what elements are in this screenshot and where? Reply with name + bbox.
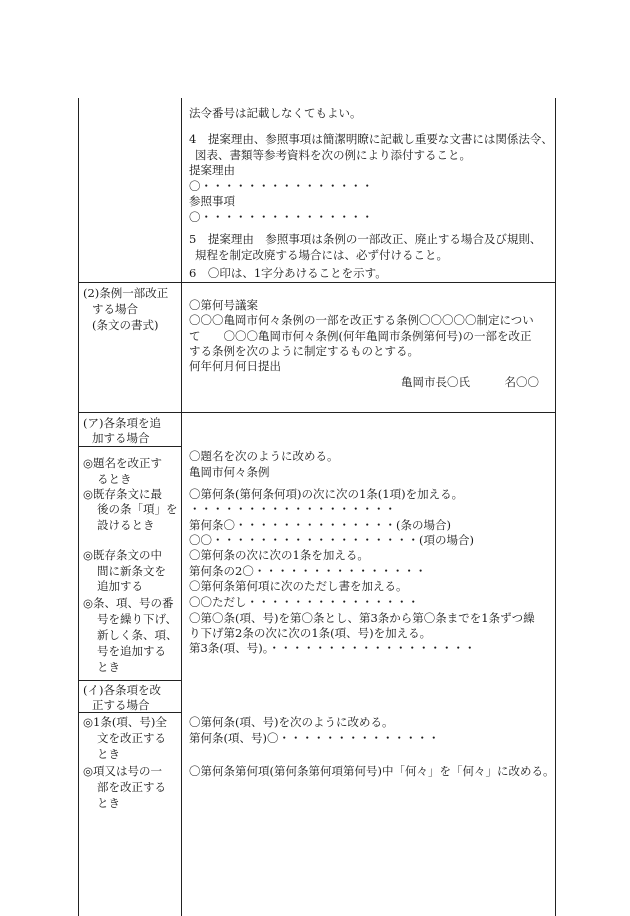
- sectionI-case1-line3: とき: [97, 747, 120, 761]
- table-left-border: [78, 98, 79, 916]
- bill-title-line2: て 〇〇〇亀岡市何々条例(何年亀岡市条例第何号)の一部を改正: [189, 329, 532, 343]
- sectionA-example-line2: 亀岡市何々条例: [189, 465, 270, 479]
- sectionA-case1-line2: るとき: [97, 472, 132, 486]
- sectionA-case4-line2: 号を繰り下げ、: [97, 612, 178, 626]
- note-item4-line1: 4 提案理由、参照事項は簡潔明瞭に記載し重要な文書には関係法令、: [189, 132, 553, 146]
- sectionA-example-line5: 第何条〇・・・・・・・・・・・・・・(条の場合): [189, 518, 451, 532]
- sectionI-case2-line1: ◎項又は号の一: [83, 764, 163, 778]
- sectionA-example-line3: 〇第何条(第何条何項)の次に次の1条(1項)を加える。: [189, 487, 464, 501]
- sectionA-case2-line1: ◎既存条文に最: [83, 487, 163, 501]
- sectionA-example-line4: ・・・・・・・・・・・・・・・・・・: [189, 502, 396, 516]
- note-item6: 6 〇印は、1字分あけることを示す。: [189, 266, 387, 280]
- sectionA-example-line1: 〇題名を次のように改める。: [189, 449, 339, 463]
- sectionA-case4-line1: ◎条、項、号の番: [83, 596, 174, 610]
- sectionA-case2-line3: 設けるとき: [97, 518, 155, 532]
- sectionA-example-line10: 〇〇ただし・・・・・・・・・・・・・・・: [189, 595, 419, 609]
- sectionI-case1-line2: 文を改正する: [97, 731, 166, 745]
- sectionA-case4-line3: 新しく条、項、: [97, 628, 178, 642]
- reference-label: 参照事項: [189, 194, 235, 208]
- table-right-border: [555, 98, 556, 916]
- bill-number: 〇第何号議案: [189, 298, 258, 312]
- sectionI-case1-line1: ◎1条(項、号)全: [83, 715, 167, 729]
- section2-heading-line1: (2)条例一部改正: [83, 286, 169, 300]
- sectionA-case4-line4: 号を追加する: [97, 644, 166, 658]
- submission-date: 何年何月何日提出: [189, 359, 281, 373]
- sectionA-case4-line5: とき: [97, 660, 120, 674]
- sectionA-heading-line2: 加する場合: [92, 431, 150, 445]
- bill-title-line1: 〇〇〇亀岡市何々条例の一部を改正する条例〇〇〇〇〇制定につい: [189, 313, 534, 327]
- table-column-divider: [181, 98, 182, 916]
- reference-dots: 〇・・・・・・・・・・・・・・・: [189, 210, 373, 224]
- left-divider-sectionI: [78, 680, 182, 681]
- reason-dots: 〇・・・・・・・・・・・・・・・: [189, 179, 373, 193]
- sectionA-example-line7: 〇第何条の次に次の1条を加える。: [189, 548, 369, 562]
- sectionA-example-line8: 第何条の2〇・・・・・・・・・・・・・・・: [189, 564, 427, 578]
- note-item5-line1: 5 提案理由 参照事項は条例の一部改正、廃止する場合及び規則、: [189, 232, 542, 246]
- sectionA-case2-line2: 後の条「項」を: [97, 502, 178, 516]
- sectionA-example-line6: 〇〇・・・・・・・・・・・・・・・・・・(項の場合): [189, 533, 474, 547]
- sectionI-example-line1: 〇第何条(項、号)を次のように改める。: [189, 715, 394, 729]
- sectionA-example-line9: 〇第何条第何項に次のただし書を加える。: [189, 579, 408, 593]
- sectionA-example-line12: り下げ第2条の次に次の1条(項、号)を加える。: [189, 626, 432, 640]
- sectionI-heading-line2: 正する場合: [92, 698, 150, 712]
- note-item5-line2: 規程を制定改廃する場合には、必ず付けること。: [195, 248, 448, 262]
- sectionA-heading-line1: (ア)各条項を追: [83, 416, 161, 430]
- sectionI-case2-line3: とき: [97, 796, 120, 810]
- sectionA-example-line11: 〇第〇条(項、号)を第〇条とし、第3条から第〇条までを1条ずつ繰: [189, 611, 535, 625]
- sectionI-example-line2: 第何条(項、号)〇・・・・・・・・・・・・・・: [189, 731, 440, 745]
- section2-heading-line3: (条文の書式): [92, 318, 159, 332]
- sectionA-case3-line3: 追加する: [97, 579, 143, 593]
- sectionI-case2-line2: 部を改正する: [97, 780, 166, 794]
- row-divider-sectionA: [78, 412, 556, 413]
- mayor-signature: 亀岡市長〇氏 名〇〇: [401, 375, 539, 389]
- sectionA-case3-line2: 間に新条文を: [97, 564, 166, 578]
- sectionI-example-line3: 〇第何条第何項(第何条第何項第何号)中「何々」を「何々」に改める。: [189, 764, 555, 778]
- row-divider-section2: [78, 282, 556, 283]
- left-divider-sectionA-heading: [78, 446, 182, 447]
- bill-title-line3: する条例を次のように制定するものとする。: [189, 344, 419, 358]
- section2-heading-line2: する場合: [92, 302, 138, 316]
- note-law-number: 法令番号は記載しなくてもよい。: [189, 106, 362, 120]
- sectionA-case3-line1: ◎既存条文の中: [83, 548, 163, 562]
- reason-label: 提案理由: [189, 163, 235, 177]
- sectionA-case1-line1: ◎題名を改正す: [83, 456, 163, 470]
- note-item4-line2: 図表、書類等参考資料を次の例により添付すること。: [195, 148, 471, 162]
- sectionI-heading-line1: (イ)各条項を改: [83, 683, 161, 697]
- sectionA-example-line13: 第3条(項、号)。・・・・・・・・・・・・・・・・・・: [189, 641, 476, 655]
